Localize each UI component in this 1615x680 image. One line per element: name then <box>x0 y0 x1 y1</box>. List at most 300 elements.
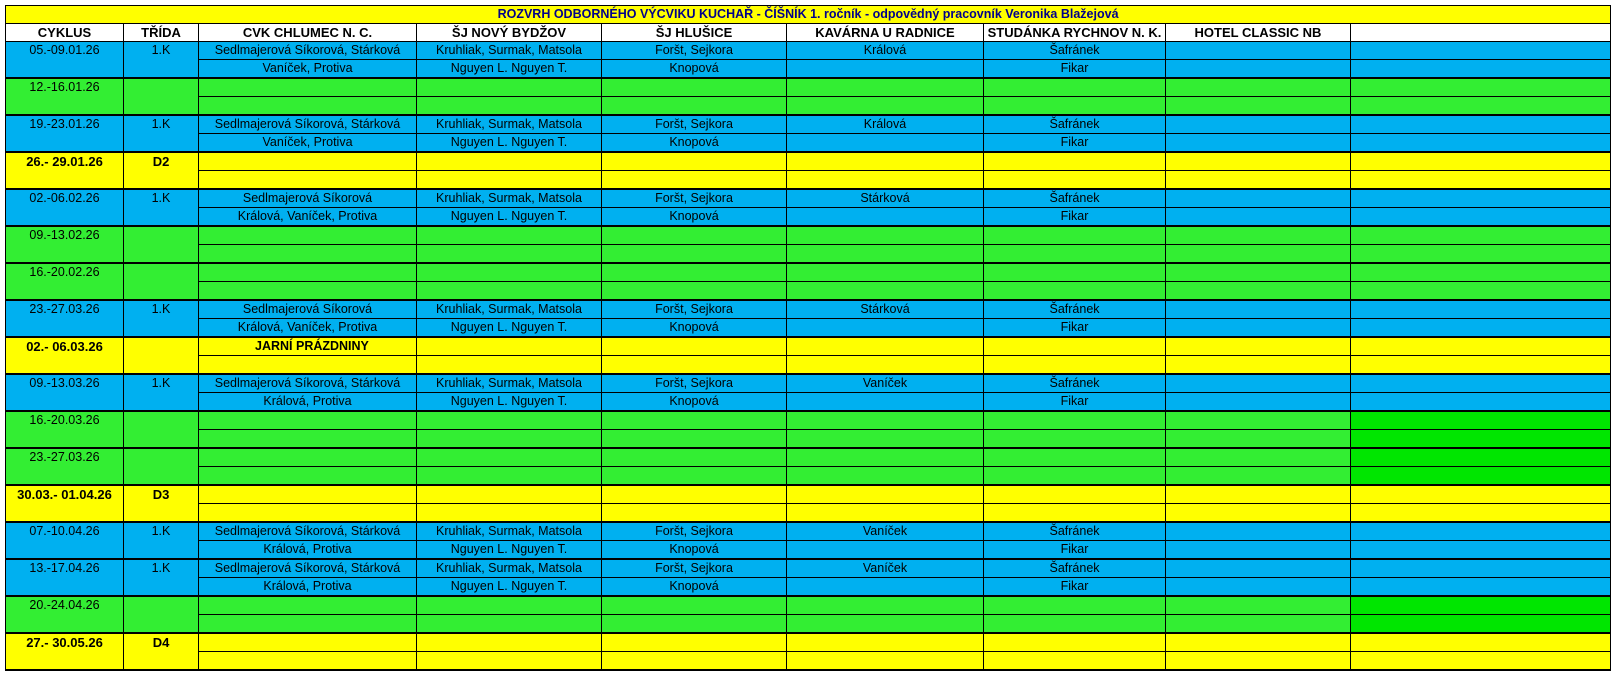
cell-kavarna-u-radnice[interactable] <box>787 337 984 356</box>
cell-hotel-classic[interactable] <box>1166 171 1351 190</box>
cell-extra[interactable] <box>1351 467 1611 486</box>
schedule-row-second-line <box>6 393 1611 412</box>
cell-studanka-rychnov[interactable] <box>984 152 1166 171</box>
cell-hotel-classic[interactable] <box>1166 485 1351 504</box>
cell-studanka-rychnov[interactable]: Šafránek <box>984 189 1166 208</box>
cell-extra[interactable] <box>1351 171 1611 190</box>
header-trida[interactable]: TŘÍDA <box>124 24 199 42</box>
cell-hotel-classic[interactable] <box>1166 541 1351 560</box>
cell-sj-novy-bydzov[interactable] <box>417 467 602 486</box>
cell-sj-hlusice[interactable] <box>602 337 787 356</box>
cell-cvk-chlumec[interactable] <box>199 97 417 116</box>
cyklus-cell[interactable]: 09.-13.03.26 <box>6 374 124 411</box>
header-cvk-chlumec[interactable]: CVK CHLUMEC N. C. <box>199 24 417 42</box>
cell-extra[interactable] <box>1351 300 1611 319</box>
cell-sj-hlusice[interactable] <box>602 356 787 375</box>
cell-kavarna-u-radnice[interactable] <box>787 504 984 523</box>
cell-sj-novy-bydzov[interactable]: Kruhliak, Surmak, Matsola <box>417 522 602 541</box>
cell-kavarna-u-radnice[interactable] <box>787 245 984 264</box>
schedule-row <box>6 374 1611 393</box>
cell-cvk-chlumec[interactable] <box>199 282 417 301</box>
cell-cvk-chlumec[interactable] <box>199 430 417 449</box>
cell-sj-novy-bydzov[interactable]: Nguyen L. Nguyen T. <box>417 208 602 227</box>
cell-sj-hlusice[interactable]: Knopová <box>602 319 787 338</box>
trida-cell[interactable]: 1.K <box>124 189 199 226</box>
cell-hotel-classic[interactable] <box>1166 448 1351 467</box>
cell-sj-hlusice[interactable]: Foršt, Sejkora <box>602 115 787 134</box>
cell-extra[interactable] <box>1351 337 1611 356</box>
trida-cell[interactable]: 1.K <box>124 374 199 411</box>
trida-cell[interactable]: 1.K <box>124 300 199 337</box>
cell-hotel-classic[interactable] <box>1166 115 1351 134</box>
cell-sj-novy-bydzov[interactable] <box>417 78 602 97</box>
cell-kavarna-u-radnice[interactable]: Vaníček <box>787 522 984 541</box>
cell-sj-hlusice[interactable]: Foršt, Sejkora <box>602 374 787 393</box>
trida-cell[interactable] <box>124 337 199 374</box>
cell-cvk-chlumec[interactable] <box>199 411 417 430</box>
cell-studanka-rychnov[interactable] <box>984 226 1166 245</box>
schedule-row <box>6 596 1611 615</box>
trida-cell[interactable]: 1.K <box>124 559 199 596</box>
cyklus-cell[interactable]: 02.-06.02.26 <box>6 189 124 226</box>
cell-extra[interactable] <box>1351 633 1611 652</box>
cell-sj-hlusice[interactable]: Knopová <box>602 393 787 412</box>
cell-sj-novy-bydzov[interactable]: Nguyen L. Nguyen T. <box>417 393 602 412</box>
cell-cvk-chlumec[interactable] <box>199 596 417 615</box>
cell-sj-hlusice[interactable] <box>602 263 787 282</box>
cell-sj-novy-bydzov[interactable]: Kruhliak, Surmak, Matsola <box>417 42 602 60</box>
cell-extra[interactable] <box>1351 393 1611 412</box>
cell-sj-hlusice[interactable] <box>602 596 787 615</box>
cell-hotel-classic[interactable] <box>1166 633 1351 652</box>
cell-hotel-classic[interactable] <box>1166 596 1351 615</box>
cell-cvk-chlumec[interactable]: Sedlmajerová Síkorová, Stárková <box>199 559 417 578</box>
cell-cvk-chlumec[interactable]: Sedlmajerová Síkorová <box>199 189 417 208</box>
cell-studanka-rychnov[interactable] <box>984 504 1166 523</box>
cell-sj-hlusice[interactable] <box>602 615 787 634</box>
cell-studanka-rychnov[interactable]: Šafránek <box>984 374 1166 393</box>
cell-kavarna-u-radnice[interactable]: Králová <box>787 42 984 60</box>
cell-cvk-chlumec[interactable]: Sedlmajerová Síkorová, Stárková <box>199 374 417 393</box>
cell-sj-hlusice[interactable] <box>602 504 787 523</box>
cell-studanka-rychnov[interactable]: Fikar <box>984 578 1166 597</box>
cell-sj-novy-bydzov[interactable] <box>417 263 602 282</box>
cell-studanka-rychnov[interactable] <box>984 633 1166 652</box>
cell-kavarna-u-radnice[interactable] <box>787 208 984 227</box>
cell-sj-novy-bydzov[interactable]: Nguyen L. Nguyen T. <box>417 60 602 79</box>
trida-cell[interactable]: D4 <box>124 633 199 670</box>
cell-sj-hlusice[interactable] <box>602 226 787 245</box>
cell-kavarna-u-radnice[interactable] <box>787 485 984 504</box>
cell-studanka-rychnov[interactable] <box>984 448 1166 467</box>
trida-cell[interactable] <box>124 596 199 633</box>
trida-cell[interactable]: 1.K <box>124 115 199 152</box>
cell-studanka-rychnov[interactable] <box>984 615 1166 634</box>
cell-sj-novy-bydzov[interactable]: Kruhliak, Surmak, Matsola <box>417 189 602 208</box>
cell-cvk-chlumec[interactable] <box>199 467 417 486</box>
cell-cvk-chlumec[interactable] <box>199 245 417 264</box>
cell-hotel-classic[interactable] <box>1166 245 1351 264</box>
cell-extra[interactable] <box>1351 134 1611 153</box>
cyklus-cell[interactable]: 23.-27.03.26 <box>6 300 124 337</box>
cell-kavarna-u-radnice[interactable] <box>787 134 984 153</box>
cell-sj-novy-bydzov[interactable]: Kruhliak, Surmak, Matsola <box>417 559 602 578</box>
cell-kavarna-u-radnice[interactable] <box>787 282 984 301</box>
cell-studanka-rychnov[interactable]: Šafránek <box>984 115 1166 134</box>
cell-sj-novy-bydzov[interactable] <box>417 245 602 264</box>
schedule-row-second-line <box>6 282 1611 301</box>
cell-extra[interactable] <box>1351 374 1611 393</box>
schedule-row-second-line <box>6 467 1611 486</box>
cell-sj-novy-bydzov[interactable] <box>417 615 602 634</box>
cell-sj-novy-bydzov[interactable]: Nguyen L. Nguyen T. <box>417 541 602 560</box>
cell-studanka-rychnov[interactable] <box>984 171 1166 190</box>
cyklus-cell[interactable]: 07.-10.04.26 <box>6 522 124 559</box>
cell-hotel-classic[interactable] <box>1166 430 1351 449</box>
cell-sj-novy-bydzov[interactable] <box>417 504 602 523</box>
cell-cvk-chlumec[interactable] <box>199 485 417 504</box>
schedule-table <box>5 5 1611 671</box>
cell-studanka-rychnov[interactable]: Šafránek <box>984 42 1166 60</box>
cell-hotel-classic[interactable] <box>1166 559 1351 578</box>
cell-studanka-rychnov[interactable]: Fikar <box>984 319 1166 338</box>
cyklus-cell[interactable]: 09.-13.02.26 <box>6 226 124 263</box>
trida-cell[interactable]: 1.K <box>124 522 199 559</box>
cell-kavarna-u-radnice[interactable] <box>787 467 984 486</box>
cell-extra[interactable] <box>1351 97 1611 116</box>
cell-sj-novy-bydzov[interactable] <box>417 411 602 430</box>
cell-hotel-classic[interactable] <box>1166 374 1351 393</box>
cyklus-cell[interactable]: 13.-17.04.26 <box>6 559 124 596</box>
cell-sj-novy-bydzov[interactable] <box>417 485 602 504</box>
cell-kavarna-u-radnice[interactable]: Stárková <box>787 300 984 319</box>
cell-cvk-chlumec[interactable] <box>199 504 417 523</box>
cell-kavarna-u-radnice[interactable] <box>787 578 984 597</box>
cell-sj-hlusice[interactable] <box>602 652 787 671</box>
cyklus-cell[interactable]: 20.-24.04.26 <box>6 596 124 633</box>
cell-hotel-classic[interactable] <box>1166 300 1351 319</box>
cyklus-cell[interactable]: 16.-20.03.26 <box>6 411 124 448</box>
cell-sj-hlusice[interactable] <box>602 152 787 171</box>
cell-sj-hlusice[interactable]: Knopová <box>602 134 787 153</box>
cell-studanka-rychnov[interactable] <box>984 596 1166 615</box>
cell-hotel-classic[interactable] <box>1166 78 1351 97</box>
trida-cell[interactable]: D2 <box>124 152 199 189</box>
cell-hotel-classic[interactable] <box>1166 60 1351 79</box>
cell-kavarna-u-radnice[interactable]: Vaníček <box>787 559 984 578</box>
cell-sj-hlusice[interactable] <box>602 430 787 449</box>
cell-extra[interactable] <box>1351 430 1611 449</box>
cell-kavarna-u-radnice[interactable] <box>787 97 984 116</box>
cell-cvk-chlumec[interactable]: Vaníček, Protiva <box>199 134 417 153</box>
schedule-row <box>6 485 1611 504</box>
cell-sj-novy-bydzov[interactable] <box>417 652 602 671</box>
cell-cvk-chlumec[interactable]: Sedlmajerová Síkorová, Stárková <box>199 522 417 541</box>
cell-extra[interactable] <box>1351 504 1611 523</box>
cell-sj-hlusice[interactable] <box>602 282 787 301</box>
cell-studanka-rychnov[interactable] <box>984 282 1166 301</box>
cell-sj-novy-bydzov[interactable]: Nguyen L. Nguyen T. <box>417 134 602 153</box>
cell-hotel-classic[interactable] <box>1166 522 1351 541</box>
cell-sj-hlusice[interactable] <box>602 633 787 652</box>
cell-sj-novy-bydzov[interactable] <box>417 596 602 615</box>
trida-cell[interactable] <box>124 448 199 485</box>
cell-extra[interactable] <box>1351 78 1611 97</box>
cyklus-cell[interactable]: 26.- 29.01.26 <box>6 152 124 189</box>
cell-studanka-rychnov[interactable]: Fikar <box>984 134 1166 153</box>
cell-cvk-chlumec[interactable] <box>199 226 417 245</box>
cell-extra[interactable] <box>1351 226 1611 245</box>
cell-extra[interactable] <box>1351 189 1611 208</box>
cell-hotel-classic[interactable] <box>1166 578 1351 597</box>
cell-kavarna-u-radnice[interactable] <box>787 263 984 282</box>
cell-studanka-rychnov[interactable] <box>984 467 1166 486</box>
cell-extra[interactable] <box>1351 60 1611 79</box>
cell-kavarna-u-radnice[interactable] <box>787 596 984 615</box>
cell-studanka-rychnov[interactable]: Fikar <box>984 60 1166 79</box>
cell-studanka-rychnov[interactable]: Šafránek <box>984 300 1166 319</box>
cell-cvk-chlumec[interactable]: Králová, Protiva <box>199 578 417 597</box>
cell-cvk-chlumec[interactable] <box>199 652 417 671</box>
cell-sj-hlusice[interactable] <box>602 245 787 264</box>
cell-studanka-rychnov[interactable] <box>984 263 1166 282</box>
cell-studanka-rychnov[interactable] <box>984 337 1166 356</box>
schedule-row <box>6 522 1611 541</box>
cell-sj-hlusice[interactable] <box>602 485 787 504</box>
cell-sj-hlusice[interactable]: Knopová <box>602 541 787 560</box>
cell-hotel-classic[interactable] <box>1166 226 1351 245</box>
cell-cvk-chlumec[interactable] <box>199 78 417 97</box>
cell-extra[interactable] <box>1351 559 1611 578</box>
cell-studanka-rychnov[interactable] <box>984 430 1166 449</box>
cell-sj-hlusice[interactable]: Foršt, Sejkora <box>602 42 787 60</box>
cell-studanka-rychnov[interactable] <box>984 411 1166 430</box>
cell-sj-novy-bydzov[interactable] <box>417 171 602 190</box>
cell-kavarna-u-radnice[interactable] <box>787 78 984 97</box>
cell-sj-novy-bydzov[interactable] <box>417 97 602 116</box>
cell-kavarna-u-radnice[interactable] <box>787 356 984 375</box>
cell-sj-hlusice[interactable] <box>602 78 787 97</box>
cell-cvk-chlumec[interactable] <box>199 152 417 171</box>
cell-studanka-rychnov[interactable]: Šafránek <box>984 559 1166 578</box>
cell-extra[interactable] <box>1351 411 1611 430</box>
cyklus-cell[interactable]: 19.-23.01.26 <box>6 115 124 152</box>
cell-hotel-classic[interactable] <box>1166 319 1351 338</box>
schedule-row-second-line <box>6 208 1611 227</box>
cell-kavarna-u-radnice[interactable] <box>787 171 984 190</box>
schedule-row-second-line <box>6 319 1611 338</box>
schedule-row <box>6 189 1611 208</box>
cell-extra[interactable] <box>1351 578 1611 597</box>
trida-cell[interactable]: D3 <box>124 485 199 522</box>
cell-cvk-chlumec[interactable]: Vaníček, Protiva <box>199 60 417 79</box>
cell-sj-hlusice[interactable]: Foršt, Sejkora <box>602 300 787 319</box>
cell-kavarna-u-radnice[interactable] <box>787 226 984 245</box>
schedule-row-second-line <box>6 541 1611 560</box>
cell-kavarna-u-radnice[interactable] <box>787 60 984 79</box>
cell-extra[interactable] <box>1351 448 1611 467</box>
schedule-row <box>6 226 1611 245</box>
cell-sj-hlusice[interactable] <box>602 448 787 467</box>
cell-kavarna-u-radnice[interactable] <box>787 411 984 430</box>
cell-kavarna-u-radnice[interactable]: Vaníček <box>787 374 984 393</box>
cell-hotel-classic[interactable] <box>1166 208 1351 227</box>
trida-cell[interactable] <box>124 411 199 448</box>
cell-kavarna-u-radnice[interactable]: Králová <box>787 115 984 134</box>
cell-hotel-classic[interactable] <box>1166 615 1351 634</box>
cell-extra[interactable] <box>1351 541 1611 560</box>
cyklus-cell[interactable]: 23.-27.03.26 <box>6 448 124 485</box>
cell-sj-novy-bydzov[interactable] <box>417 448 602 467</box>
cell-studanka-rychnov[interactable]: Šafránek <box>984 522 1166 541</box>
trida-cell[interactable] <box>124 78 199 115</box>
cell-studanka-rychnov[interactable] <box>984 245 1166 264</box>
cell-cvk-chlumec[interactable] <box>199 263 417 282</box>
cell-sj-hlusice[interactable] <box>602 467 787 486</box>
cell-extra[interactable] <box>1351 319 1611 338</box>
cell-hotel-classic[interactable] <box>1166 282 1351 301</box>
cyklus-cell[interactable]: 12.-16.01.26 <box>6 78 124 115</box>
cell-sj-novy-bydzov[interactable] <box>417 430 602 449</box>
cell-hotel-classic[interactable] <box>1166 263 1351 282</box>
cell-sj-novy-bydzov[interactable] <box>417 356 602 375</box>
cell-cvk-chlumec[interactable]: Sedlmajerová Síkorová, Stárková <box>199 42 417 60</box>
cell-hotel-classic[interactable] <box>1166 411 1351 430</box>
cell-extra[interactable] <box>1351 245 1611 264</box>
cell-kavarna-u-radnice[interactable] <box>787 152 984 171</box>
cell-cvk-chlumec[interactable]: Sedlmajerová Síkorová <box>199 300 417 319</box>
cell-cvk-chlumec[interactable]: Králová, Protiva <box>199 393 417 412</box>
cell-kavarna-u-radnice[interactable] <box>787 430 984 449</box>
cell-hotel-classic[interactable] <box>1166 134 1351 153</box>
cell-extra[interactable] <box>1351 42 1611 60</box>
cell-sj-novy-bydzov[interactable] <box>417 282 602 301</box>
cell-sj-novy-bydzov[interactable] <box>417 152 602 171</box>
cell-extra[interactable] <box>1351 522 1611 541</box>
cell-hotel-classic[interactable] <box>1166 152 1351 171</box>
cell-sj-hlusice[interactable]: Foršt, Sejkora <box>602 559 787 578</box>
header-hotel-classic[interactable]: HOTEL CLASSIC NB <box>1166 24 1351 42</box>
cell-sj-hlusice[interactable] <box>602 411 787 430</box>
header-empty[interactable] <box>1351 24 1611 42</box>
cell-sj-novy-bydzov[interactable]: Nguyen L. Nguyen T. <box>417 319 602 338</box>
cell-extra[interactable] <box>1351 356 1611 375</box>
cell-kavarna-u-radnice[interactable] <box>787 652 984 671</box>
cell-hotel-classic[interactable] <box>1166 337 1351 356</box>
cell-kavarna-u-radnice[interactable] <box>787 319 984 338</box>
header-cyklus[interactable]: CYKLUS <box>6 24 124 42</box>
cell-studanka-rychnov[interactable] <box>984 78 1166 97</box>
cell-extra[interactable] <box>1351 208 1611 227</box>
cell-cvk-chlumec[interactable]: Králová, Protiva <box>199 541 417 560</box>
trida-cell[interactable] <box>124 263 199 300</box>
cell-kavarna-u-radnice[interactable] <box>787 615 984 634</box>
cell-sj-novy-bydzov[interactable]: Kruhliak, Surmak, Matsola <box>417 374 602 393</box>
cell-studanka-rychnov[interactable] <box>984 97 1166 116</box>
header-sj-hlusice[interactable]: ŠJ HLUŠICE <box>602 24 787 42</box>
cell-sj-novy-bydzov[interactable]: Kruhliak, Surmak, Matsola <box>417 115 602 134</box>
cell-extra[interactable] <box>1351 263 1611 282</box>
cell-sj-hlusice[interactable]: Foršt, Sejkora <box>602 522 787 541</box>
cell-kavarna-u-radnice[interactable] <box>787 448 984 467</box>
cell-sj-hlusice[interactable]: Foršt, Sejkora <box>602 189 787 208</box>
cell-sj-novy-bydzov[interactable] <box>417 633 602 652</box>
cell-extra[interactable] <box>1351 115 1611 134</box>
cell-extra[interactable] <box>1351 596 1611 615</box>
cell-extra[interactable] <box>1351 152 1611 171</box>
cell-sj-novy-bydzov[interactable]: Nguyen L. Nguyen T. <box>417 578 602 597</box>
cell-cvk-chlumec[interactable]: Sedlmajerová Síkorová, Stárková <box>199 115 417 134</box>
schedule-row <box>6 448 1611 467</box>
holiday-note[interactable]: JARNÍ PRÁZDNINY <box>199 337 417 356</box>
cell-extra[interactable] <box>1351 485 1611 504</box>
schedule-row-second-line <box>6 134 1611 153</box>
cell-kavarna-u-radnice[interactable] <box>787 633 984 652</box>
cell-hotel-classic[interactable] <box>1166 393 1351 412</box>
cyklus-cell[interactable]: 27.- 30.05.26 <box>6 633 124 670</box>
cell-kavarna-u-radnice[interactable]: Stárková <box>787 189 984 208</box>
cell-hotel-classic[interactable] <box>1166 467 1351 486</box>
cell-cvk-chlumec[interactable] <box>199 615 417 634</box>
header-sj-novy-bydzov[interactable]: ŠJ NOVÝ BYDŽOV <box>417 24 602 42</box>
cell-cvk-chlumec[interactable] <box>199 633 417 652</box>
cell-sj-hlusice[interactable]: Knopová <box>602 208 787 227</box>
cell-cvk-chlumec[interactable]: Králová, Vaníček, Protiva <box>199 319 417 338</box>
cell-hotel-classic[interactable] <box>1166 42 1351 60</box>
cell-sj-novy-bydzov[interactable]: Kruhliak, Surmak, Matsola <box>417 300 602 319</box>
cell-studanka-rychnov[interactable] <box>984 652 1166 671</box>
cell-hotel-classic[interactable] <box>1166 189 1351 208</box>
cell-extra[interactable] <box>1351 282 1611 301</box>
schedule-row-second-line <box>6 356 1611 375</box>
cell-hotel-classic[interactable] <box>1166 356 1351 375</box>
cell-studanka-rychnov[interactable]: Fikar <box>984 393 1166 412</box>
cell-hotel-classic[interactable] <box>1166 97 1351 116</box>
cyklus-cell[interactable]: 02.- 06.03.26 <box>6 337 124 374</box>
cyklus-cell[interactable]: 30.03.- 01.04.26 <box>6 485 124 522</box>
cell-studanka-rychnov[interactable]: Fikar <box>984 208 1166 227</box>
header-studanka-rychnov[interactable]: STUDÁNKA RYCHNOV N. K. <box>984 24 1166 42</box>
cell-kavarna-u-radnice[interactable] <box>787 393 984 412</box>
cell-cvk-chlumec[interactable] <box>199 171 417 190</box>
cyklus-cell[interactable]: 05.-09.01.26 <box>6 42 124 79</box>
cell-studanka-rychnov[interactable] <box>984 485 1166 504</box>
cell-hotel-classic[interactable] <box>1166 504 1351 523</box>
cell-cvk-chlumec[interactable] <box>199 356 417 375</box>
trida-cell[interactable]: 1.K <box>124 42 199 79</box>
cell-sj-hlusice[interactable] <box>602 97 787 116</box>
cell-sj-novy-bydzov[interactable] <box>417 337 602 356</box>
trida-cell[interactable] <box>124 226 199 263</box>
schedule-row-second-line <box>6 430 1611 449</box>
cell-extra[interactable] <box>1351 652 1611 671</box>
cell-studanka-rychnov[interactable] <box>984 356 1166 375</box>
cell-cvk-chlumec[interactable]: Králová, Vaníček, Protiva <box>199 208 417 227</box>
schedule-row <box>6 78 1611 97</box>
cell-sj-novy-bydzov[interactable] <box>417 226 602 245</box>
cell-sj-hlusice[interactable]: Knopová <box>602 578 787 597</box>
cell-kavarna-u-radnice[interactable] <box>787 541 984 560</box>
cell-cvk-chlumec[interactable] <box>199 448 417 467</box>
cell-extra[interactable] <box>1351 615 1611 634</box>
cyklus-cell[interactable]: 16.-20.02.26 <box>6 263 124 300</box>
schedule-row-second-line <box>6 615 1611 634</box>
cell-sj-hlusice[interactable] <box>602 171 787 190</box>
cell-sj-hlusice[interactable]: Knopová <box>602 60 787 79</box>
header-kavarna-u-radnice[interactable]: KAVÁRNA U RADNICE <box>787 24 984 42</box>
cell-studanka-rychnov[interactable]: Fikar <box>984 541 1166 560</box>
cell-hotel-classic[interactable] <box>1166 652 1351 671</box>
